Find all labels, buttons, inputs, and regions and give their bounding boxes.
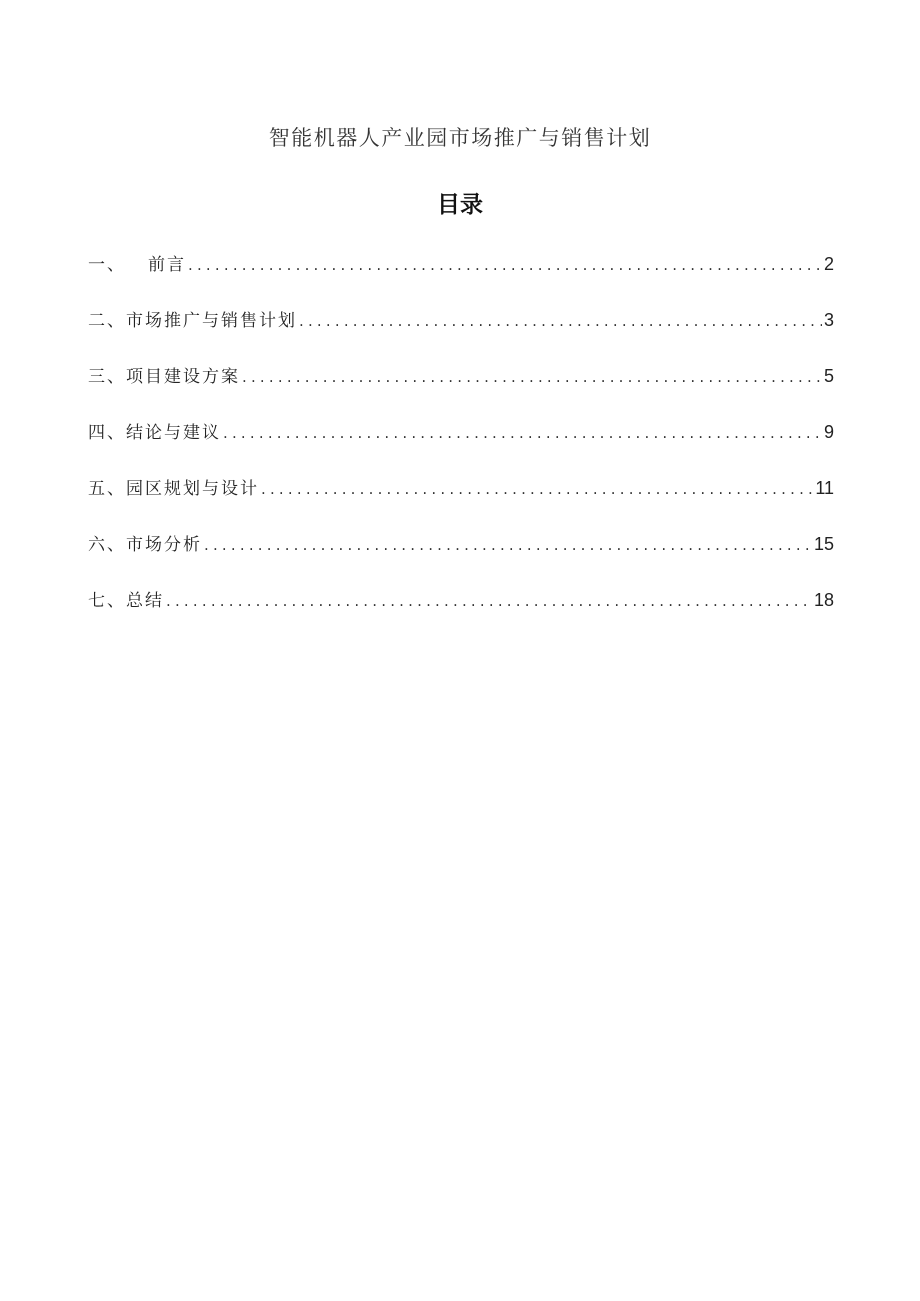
toc-entry-page: 18 xyxy=(813,590,834,610)
toc-entry-title: 园区规划与设计 xyxy=(126,479,259,499)
toc-entry[interactable] xyxy=(88,362,834,418)
toc-entry-label xyxy=(88,250,186,275)
toc-entry[interactable] xyxy=(88,530,834,586)
toc-entry-title: 市场推广与销售计划 xyxy=(126,311,297,331)
toc-entry-number: 四、 xyxy=(88,423,126,443)
toc-dot-leader xyxy=(202,536,812,554)
toc-dot-leader xyxy=(259,480,813,498)
toc-entry-number: 六、 xyxy=(88,535,126,555)
toc-dot-leader xyxy=(297,312,822,330)
toc-entry-label xyxy=(88,586,164,611)
toc-entry-page: 15 xyxy=(813,534,834,554)
toc-dot-leader xyxy=(221,424,822,442)
document-title: 智能机器人产业园市场推广与销售计划 xyxy=(268,126,652,150)
toc-entry-label xyxy=(88,418,221,443)
toc-entry-label xyxy=(88,474,259,499)
toc-entry-label xyxy=(88,530,202,555)
table-of-contents xyxy=(88,250,834,642)
toc-entry-title: 前言 xyxy=(148,255,186,275)
toc-entry-number: 五、 xyxy=(88,479,126,499)
toc-entry-title: 项目建设方案 xyxy=(126,367,240,387)
toc-entry-page: 9 xyxy=(823,422,834,442)
toc-entry-number: 一、 xyxy=(88,255,126,275)
toc-entry[interactable] xyxy=(88,250,834,306)
toc-heading: 目录 xyxy=(437,192,483,218)
toc-entry[interactable] xyxy=(88,418,834,474)
toc-entry-label xyxy=(88,362,240,387)
toc-entry-number: 七、 xyxy=(88,591,126,611)
toc-entry-page: 11 xyxy=(815,478,834,498)
toc-dot-leader xyxy=(240,368,822,386)
toc-entry-page: 3 xyxy=(823,310,834,330)
toc-dot-leader xyxy=(164,592,812,610)
toc-entry[interactable] xyxy=(88,586,834,642)
toc-entry-page: 5 xyxy=(823,366,834,386)
toc-entry-title: 市场分析 xyxy=(126,535,202,555)
toc-dot-leader xyxy=(186,256,822,274)
toc-entry-number: 二、 xyxy=(88,311,126,331)
toc-entry-page: 2 xyxy=(823,254,834,274)
toc-entry[interactable] xyxy=(88,474,834,530)
toc-entry-title: 结论与建议 xyxy=(126,423,221,443)
toc-entry-label xyxy=(88,306,297,331)
toc-entry-number: 三、 xyxy=(88,367,126,387)
toc-entry-title: 总结 xyxy=(126,591,164,611)
toc-entry[interactable] xyxy=(88,306,834,362)
